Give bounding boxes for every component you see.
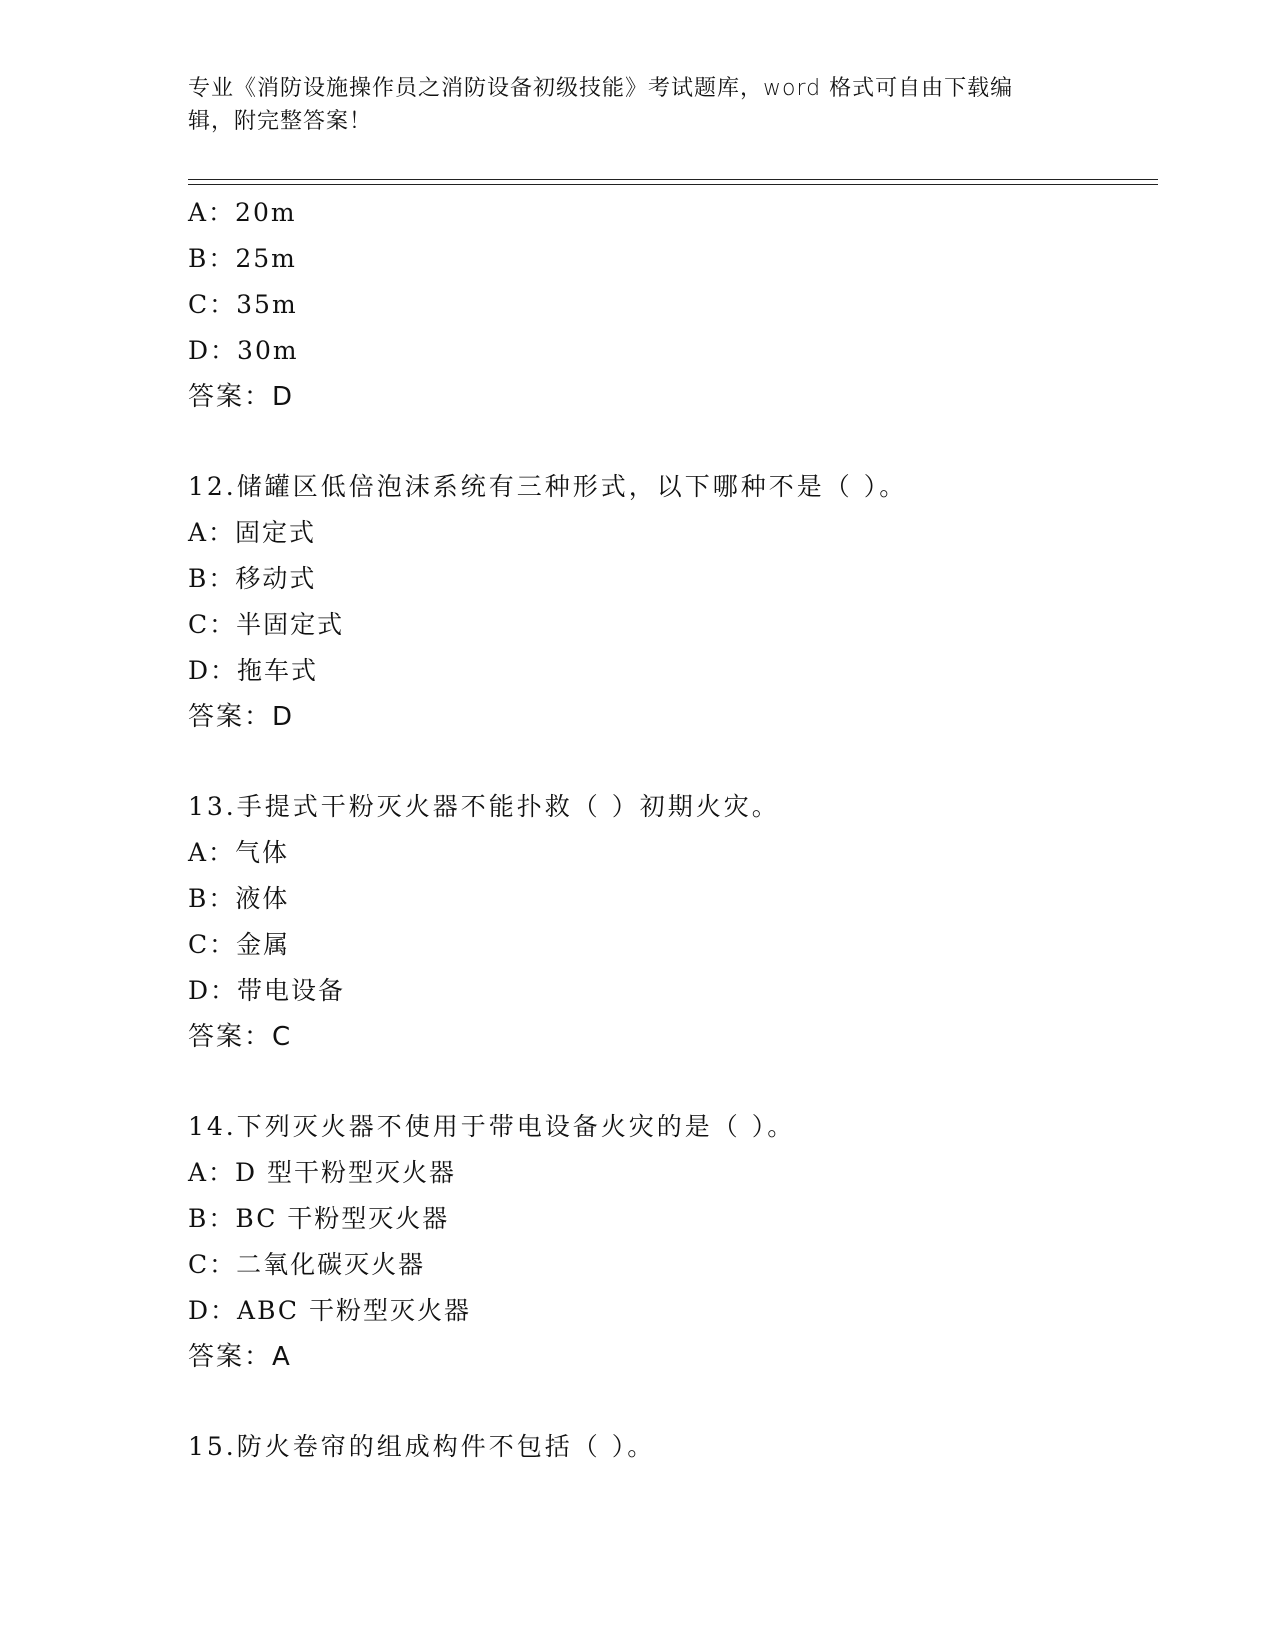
question-text: 13.手提式干粉灭火器不能扑救（ ）初期火灾。 [188, 792, 780, 821]
question-text: 12.储罐区低倍泡沫系统有三种形式，以下哪种不是（ ）。 [188, 472, 908, 501]
option-a: A：D 型干粉型灭火器 [188, 1158, 457, 1187]
header-line-2: 辑，附完整答案！ [188, 109, 373, 134]
question-block-14 [188, 1104, 1148, 1380]
question-block-11 [188, 190, 1148, 420]
option-a: A：20m [188, 198, 297, 227]
header-divider-top [188, 179, 1158, 180]
document-header [188, 72, 1068, 138]
question-block-15 [188, 1424, 1148, 1470]
question-block-13 [188, 784, 1148, 1060]
question-list [188, 190, 1148, 1470]
option-d: D：ABC 干粉型灭火器 [188, 1296, 472, 1325]
option-c: C：35m [188, 290, 298, 319]
header-divider-bottom [188, 184, 1158, 185]
option-c: C：二氧化碳灭火器 [188, 1250, 426, 1279]
question-block-12 [188, 464, 1148, 740]
option-d: D：30m [188, 336, 299, 365]
header-line-1: 专业《消防设施操作员之消防设备初级技能》考试题库，word 格式可自由下载编 [188, 76, 1014, 101]
option-b: B：液体 [188, 884, 290, 913]
option-c: C：金属 [188, 930, 291, 959]
option-d: D：拖车式 [188, 656, 319, 685]
option-a: A：固定式 [188, 518, 317, 547]
answer-line: 答案：C [188, 1022, 293, 1052]
answer-line: 答案：D [188, 702, 295, 732]
option-b: B：25m [188, 244, 297, 273]
option-a: A：气体 [188, 838, 290, 867]
question-text: 14.下列灭火器不使用于带电设备火灾的是（ ）。 [188, 1112, 796, 1141]
option-b: B：BC 干粉型灭火器 [188, 1204, 450, 1233]
question-text: 15.防火卷帘的组成构件不包括（ ）。 [188, 1432, 656, 1461]
option-c: C：半固定式 [188, 610, 345, 639]
option-b: B：移动式 [188, 564, 317, 593]
option-d: D：带电设备 [188, 976, 346, 1005]
answer-line: 答案：A [188, 1342, 292, 1372]
answer-line: 答案：D [188, 382, 295, 412]
